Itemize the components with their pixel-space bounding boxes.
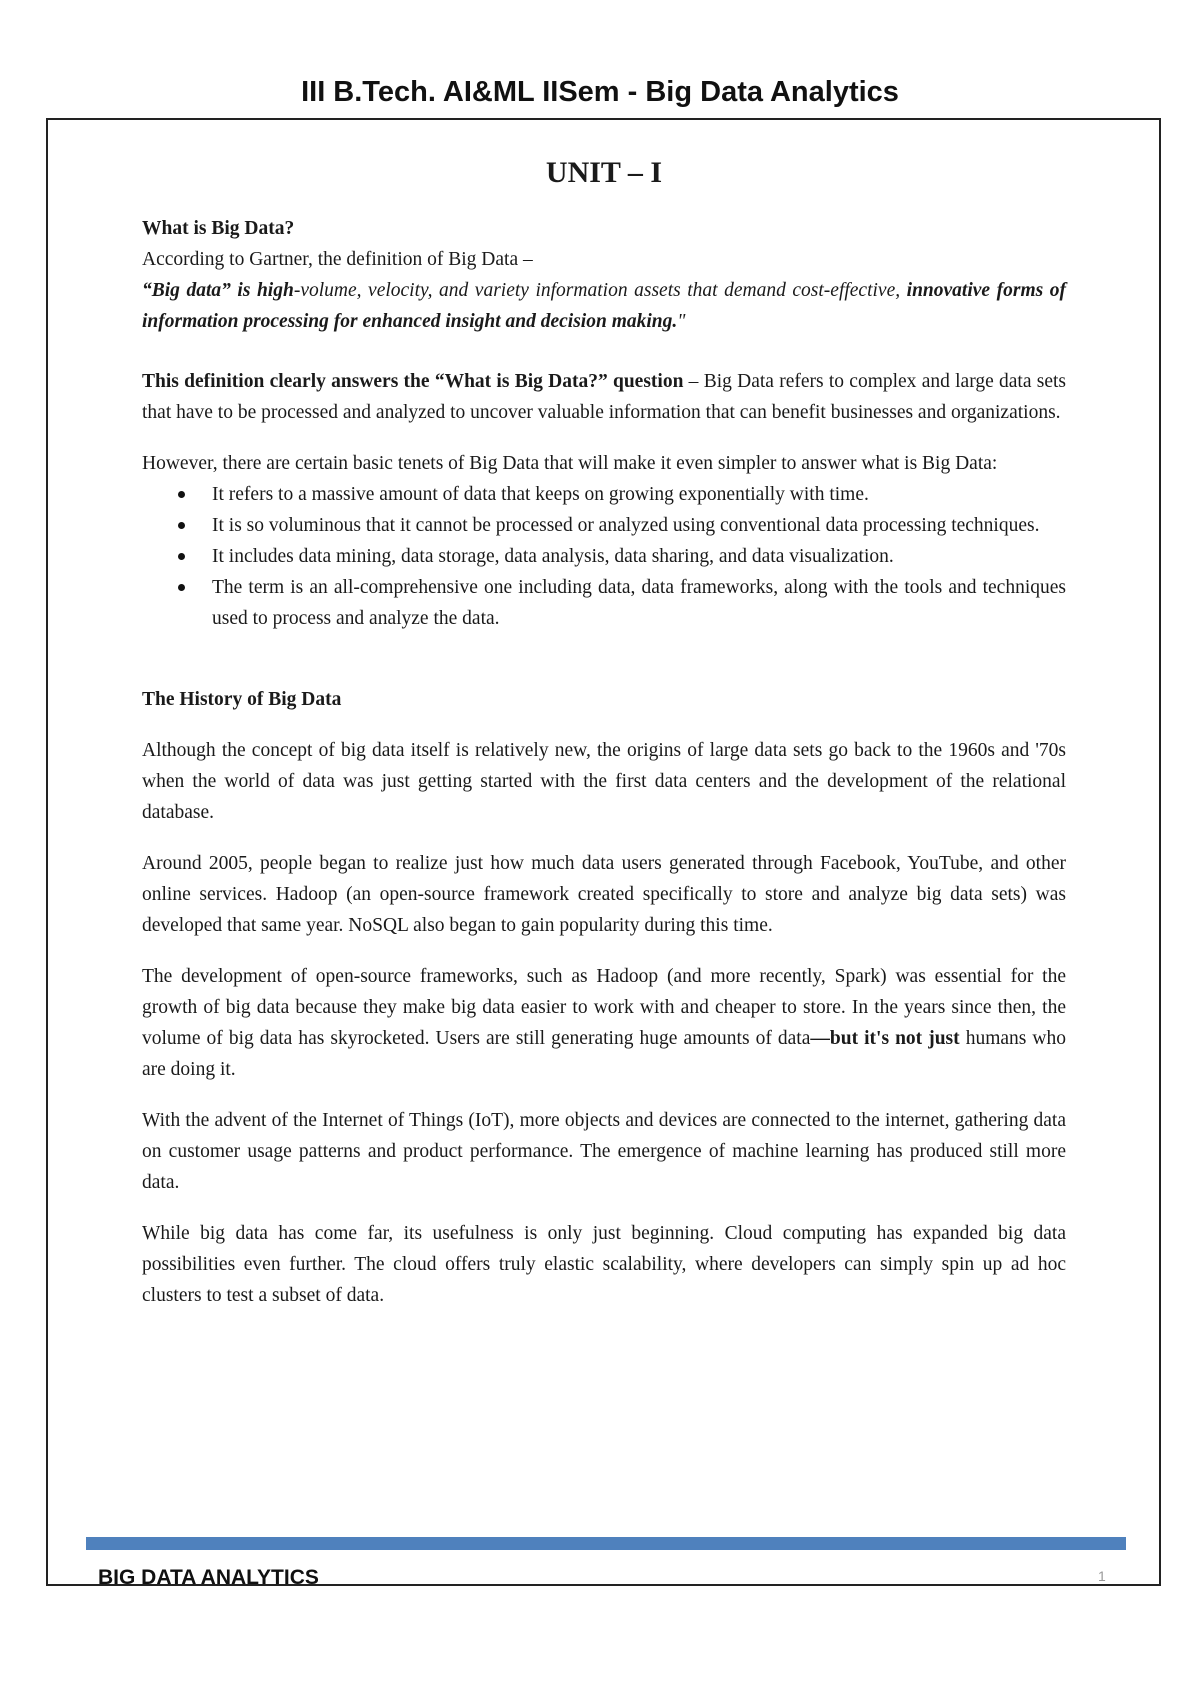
section-heading-what-is-big-data: What is Big Data? bbox=[142, 218, 295, 239]
quote-bold-end: innovative forms of information processing for enhanced insight and decision making. bbox=[142, 280, 1066, 332]
definition-answer bbox=[142, 366, 1066, 428]
history-paragraph-1: Although the concept of big data itself is relatively new, the origins of large data sets go back to the 1960s and '70s when the world of data was just getting started with the first data centers and the development of the relational database. bbox=[142, 740, 1066, 823]
section-heading-history: The History of Big Data bbox=[142, 689, 342, 710]
page-content bbox=[142, 155, 1066, 1311]
quote-italic: -volume, velocity, and variety information assets that demand cost-effective, bbox=[293, 280, 901, 301]
page-header-title: III B.Tech. AI&ML IISem - Big Data Analytics bbox=[301, 76, 899, 108]
page-number: 1 bbox=[1098, 1568, 1106, 1584]
history-paragraph-4: With the advent of the Internet of Things (IoT), more objects and devices are connected to the internet, gathering data on customer usage patterns and product performance. The emergence of machine learning has produced still more data. bbox=[142, 1110, 1066, 1193]
list-item: It includes data mining, data storage, data analysis, data sharing, and data visualization. bbox=[212, 541, 1066, 572]
answer-bold: This definition clearly answers the “What is Big Data?” question bbox=[142, 371, 684, 392]
footer-bar bbox=[86, 1537, 1126, 1550]
gartner-intro: According to Gartner, the definition of Big Data – bbox=[142, 249, 533, 270]
list-item: It is so voluminous that it cannot be processed or analyzed using conventional data processing techniques. bbox=[212, 510, 1066, 541]
footer-title: BIG DATA ANALYTICS bbox=[98, 1566, 319, 1585]
p3-bold: —but it's not just bbox=[810, 1028, 960, 1049]
gartner-quote bbox=[142, 275, 1066, 337]
quote-bold-start: “Big data” is high bbox=[142, 280, 294, 301]
tenets-list bbox=[142, 479, 1066, 634]
history-paragraph-3 bbox=[142, 961, 1066, 1085]
quote-close: " bbox=[677, 311, 686, 332]
tenets-intro: However, there are certain basic tenets of Big Data that will make it even simpler to answer what is Big Data: bbox=[142, 453, 998, 474]
p3-end: humans who are doing it. bbox=[142, 1028, 1067, 1080]
list-item: It refers to a massive amount of data that keeps on growing exponentially with time. bbox=[212, 479, 1066, 510]
answer-rest: – Big Data refers to complex and large data sets that have to be processed and analyzed to uncover valuable information that can benefit businesses and organizations. bbox=[142, 371, 1066, 423]
p3-start: The development of open-source frameworks, such as Hadoop (and more recently, Spark) was essential for the growth of big data because they make big data easier to work with and cheaper to store. In the years since then, the volume of big data has skyrocketed. Users are still generating huge amounts of data bbox=[142, 966, 1066, 1049]
history-paragraph-2: Around 2005, people began to realize just how much data users generated through Facebook, YouTube, and other online services. Hadoop (an open-source framework created specifically to store and analyze big data sets) was developed that same year. NoSQL also began to gain popularity during this time. bbox=[142, 853, 1066, 936]
history-paragraph-5: While big data has come far, its usefulness is only just beginning. Cloud computing has expanded big data possibilities even further. The cloud offers truly elastic scalability, where developers can simply spin up ad hoc clusters to test a subset of data. bbox=[142, 1223, 1066, 1306]
unit-title: UNIT – I bbox=[545, 156, 663, 189]
list-item: The term is an all-comprehensive one including data, data frameworks, along with the tools and techniques used to process and analyze the data. bbox=[212, 572, 1066, 634]
